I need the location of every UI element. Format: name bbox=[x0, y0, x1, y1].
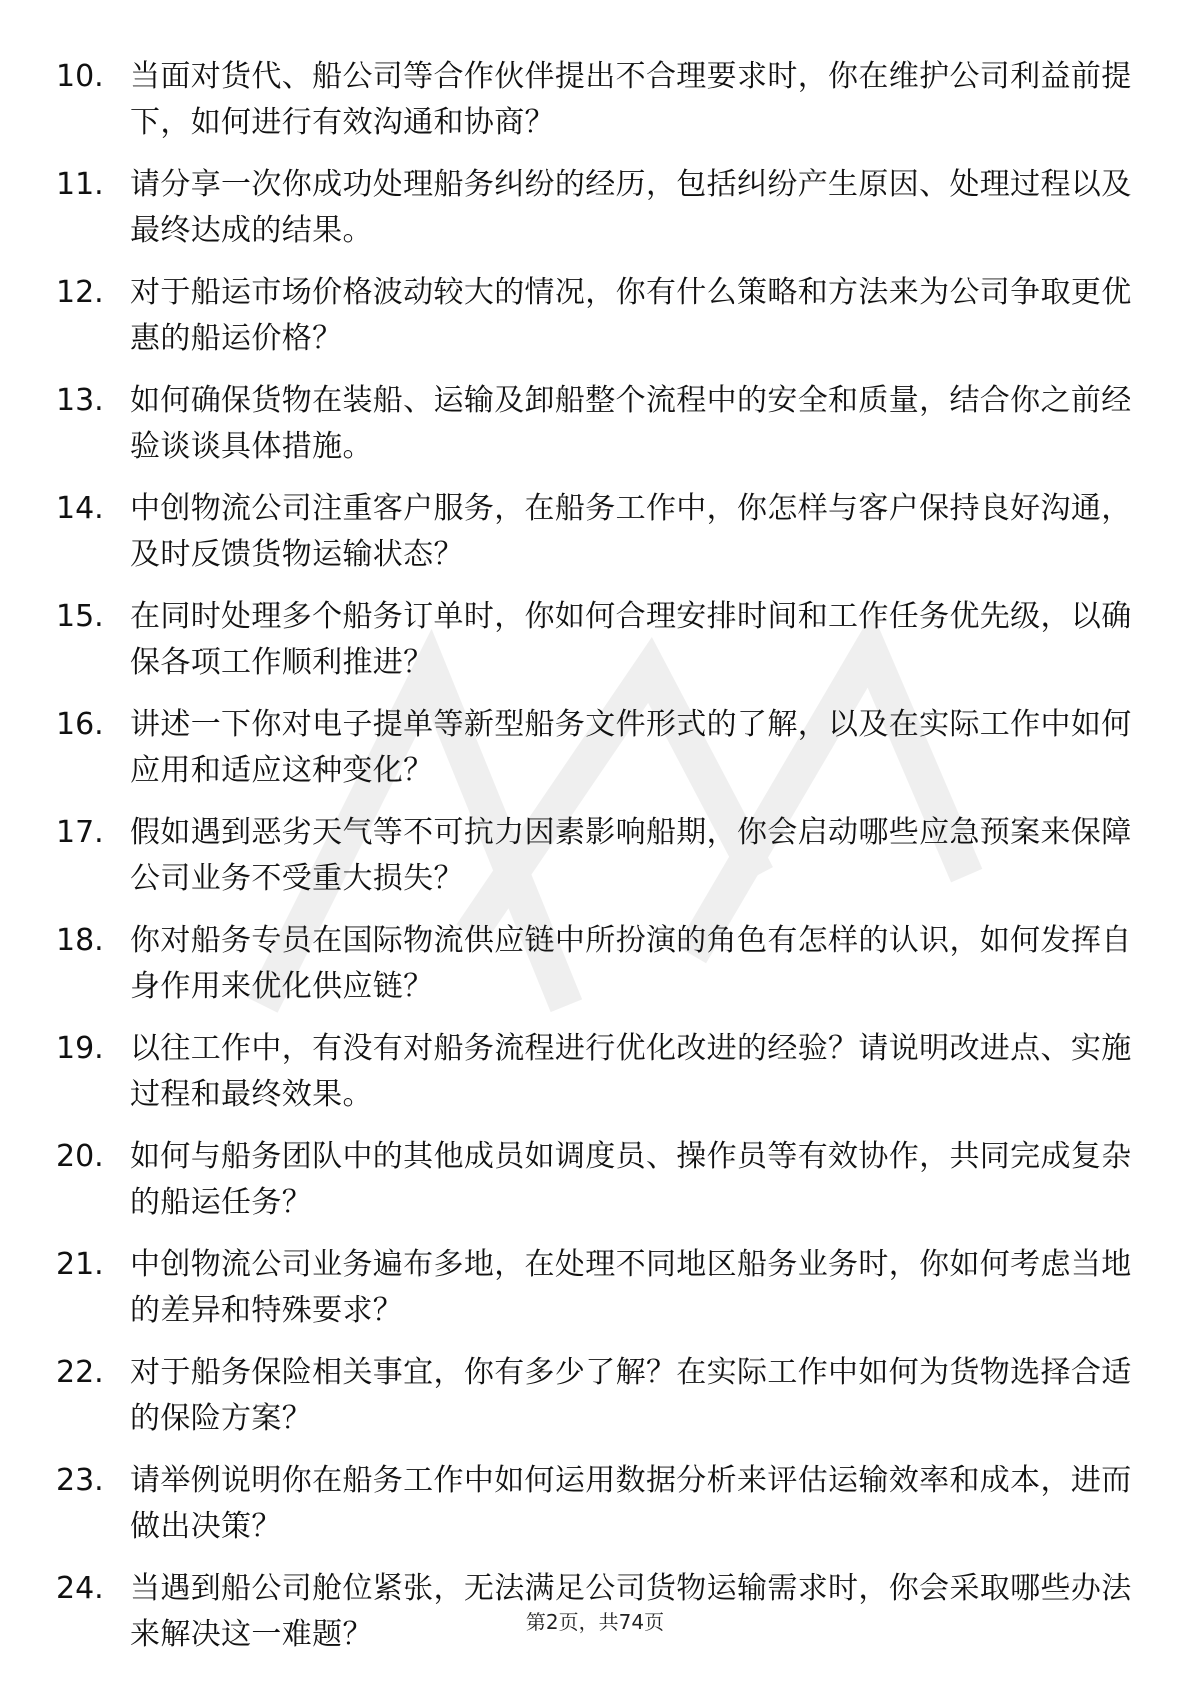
question-text: 如何与船务团队中的其他成员如调度员、操作员等有效协作，共同完成复杂的船运任务？ bbox=[130, 1139, 1132, 1220]
question-item bbox=[56, 1350, 1136, 1441]
question-text: 请举例说明你在船务工作中如何运用数据分析来评估运输效率和成本，进而做出决策？ bbox=[130, 1463, 1132, 1544]
question-number: 13. bbox=[56, 383, 104, 418]
question-item bbox=[56, 270, 1136, 361]
question-number: 11. bbox=[56, 167, 104, 202]
question-number: 19. bbox=[56, 1031, 104, 1066]
question-number: 17. bbox=[56, 815, 104, 850]
question-number: 20. bbox=[56, 1139, 104, 1174]
question-text: 如何确保货物在装船、运输及卸船整个流程中的安全和质量，结合你之前经验谈谈具体措施。 bbox=[130, 383, 1132, 464]
question-number: 22. bbox=[56, 1355, 104, 1390]
question-text: 当遇到船公司舱位紧张，无法满足公司货物运输需求时，你会采取哪些办法来解决这一难题？ bbox=[130, 1571, 1132, 1652]
question-item bbox=[56, 378, 1136, 469]
question-text: 对于船运市场价格波动较大的情况，你有什么策略和方法来为公司争取更优惠的船运价格？ bbox=[130, 275, 1132, 356]
question-number: 16. bbox=[56, 707, 104, 742]
question-text: 中创物流公司业务遍布多地，在处理不同地区船务业务时，你如何考虑当地的差异和特殊要求？ bbox=[130, 1247, 1132, 1328]
question-text: 在同时处理多个船务订单时，你如何合理安排时间和工作任务优先级，以确保各项工作顺利推进？ bbox=[130, 599, 1132, 680]
question-text: 以往工作中，有没有对船务流程进行优化改进的经验？请说明改进点、实施过程和最终效果。 bbox=[130, 1031, 1132, 1112]
question-number: 14. bbox=[56, 491, 104, 526]
question-number: 24. bbox=[56, 1571, 104, 1606]
question-text: 你对船务专员在国际物流供应链中所扮演的角色有怎样的认识，如何发挥自身作用来优化供应链？ bbox=[130, 923, 1132, 1004]
question-number: 21. bbox=[56, 1247, 104, 1282]
question-list bbox=[56, 54, 1136, 1674]
question-text: 讲述一下你对电子提单等新型船务文件形式的了解，以及在实际工作中如何应用和适应这种变化？ bbox=[130, 707, 1132, 788]
question-text: 假如遇到恶劣天气等不可抗力因素影响船期，你会启动哪些应急预案来保障公司业务不受重大损失？ bbox=[130, 815, 1132, 896]
question-item bbox=[56, 54, 1136, 145]
question-item bbox=[56, 1026, 1136, 1117]
question-number: 23. bbox=[56, 1463, 104, 1498]
question-text: 请分享一次你成功处理船务纠纷的经历，包括纠纷产生原因、处理过程以及最终达成的结果。 bbox=[130, 167, 1132, 248]
question-text: 当面对货代、船公司等合作伙伴提出不合理要求时，你在维护公司利益前提下，如何进行有效沟通和协商？ bbox=[130, 59, 1132, 140]
question-item bbox=[56, 1242, 1136, 1333]
question-item bbox=[56, 1458, 1136, 1549]
question-item bbox=[56, 486, 1136, 577]
question-item bbox=[56, 810, 1136, 901]
question-item bbox=[56, 594, 1136, 685]
question-item bbox=[56, 918, 1136, 1009]
question-item bbox=[56, 162, 1136, 253]
question-item bbox=[56, 702, 1136, 793]
question-number: 12. bbox=[56, 275, 104, 310]
question-number: 15. bbox=[56, 599, 104, 634]
question-number: 10. bbox=[56, 59, 104, 94]
question-text: 对于船务保险相关事宜，你有多少了解？在实际工作中如何为货物选择合适的保险方案？ bbox=[130, 1355, 1132, 1436]
question-text: 中创物流公司注重客户服务，在船务工作中，你怎样与客户保持良好沟通，及时反馈货物运输状态？ bbox=[130, 491, 1132, 572]
page-number-footer: 第2页，共74页 bbox=[525, 1610, 665, 1634]
question-item bbox=[56, 1134, 1136, 1225]
question-number: 18. bbox=[56, 923, 104, 958]
